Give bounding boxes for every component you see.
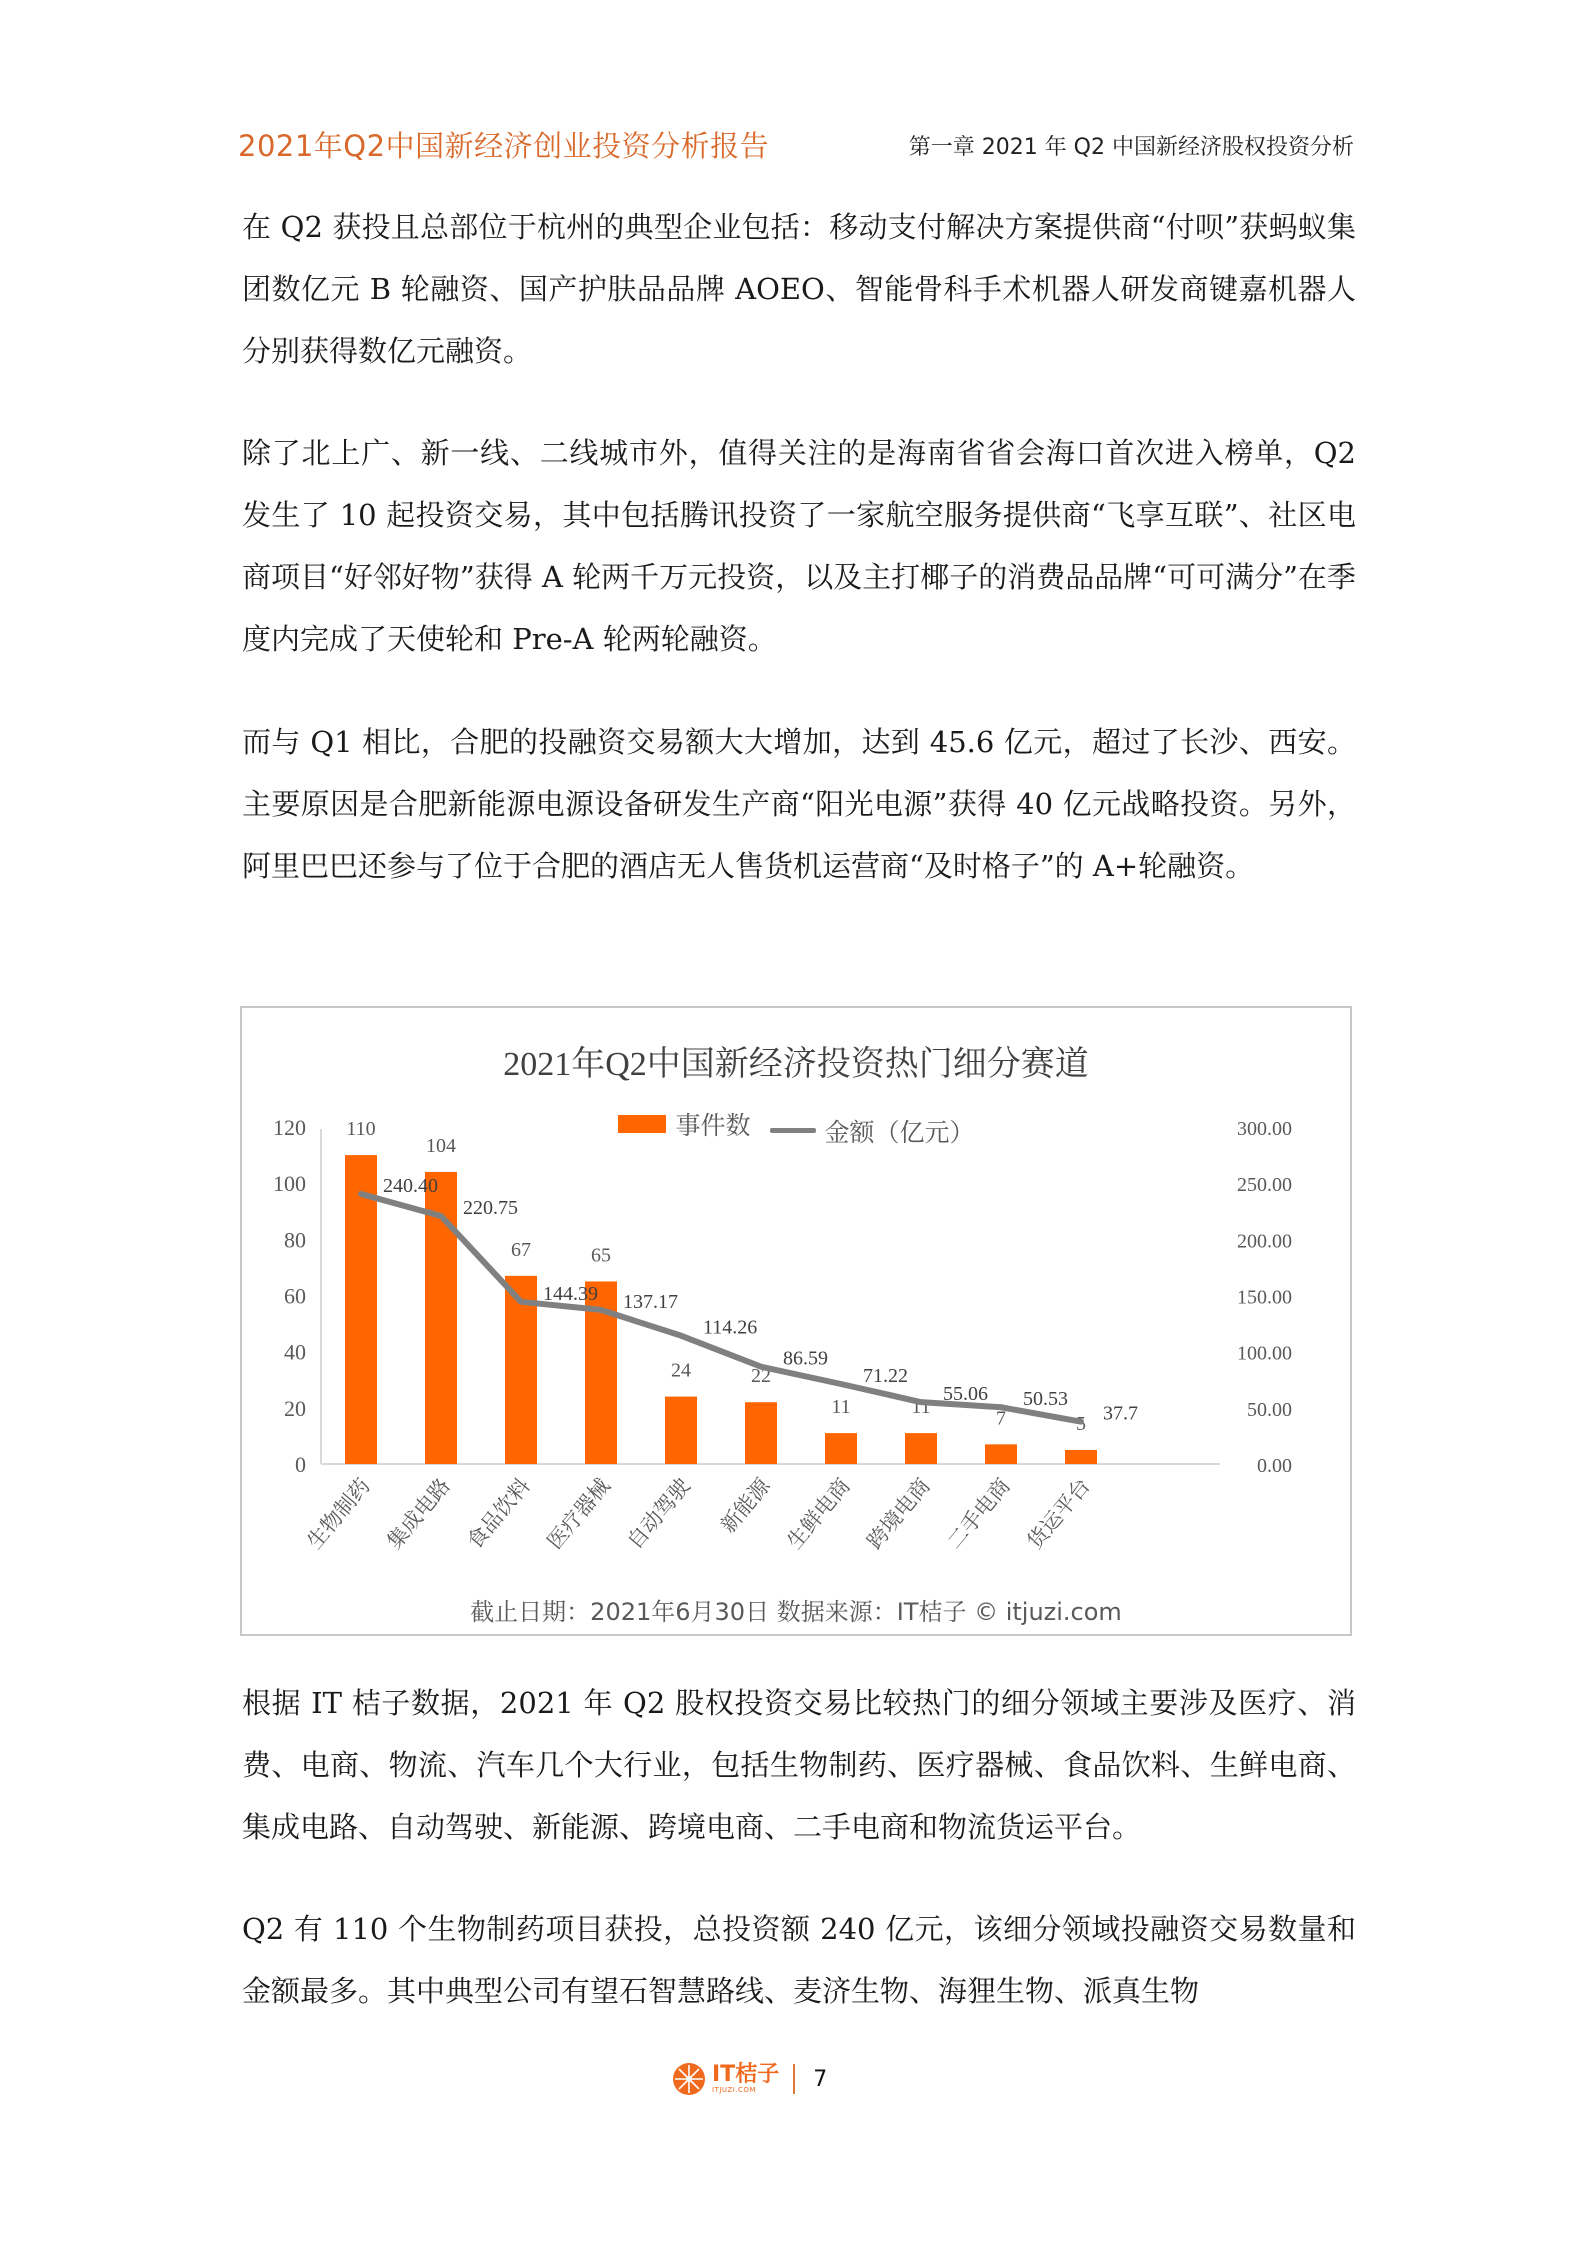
bar-events — [1065, 1450, 1097, 1464]
x-category-label: 生鲜电商 — [782, 1473, 855, 1554]
line-value-label: 86.59 — [783, 1347, 828, 1370]
bar-events — [665, 1397, 697, 1464]
paragraph-hot-sectors: 根据 IT 桔子数据，2021 年 Q2 股权投资交易比较热门的细分领域主要涉及医疗、消费、电商、物流、汽车几个大行业，包括生物制药、医疗器械、食品饮料、生鲜电商、集成电路、自动驾驶、新能源、跨境电商、二手电商和物流货运平台。 — [242, 1686, 1356, 1844]
line-value-label: 71.22 — [863, 1364, 908, 1387]
x-category-label: 集成电路 — [382, 1473, 455, 1554]
bar-value-label: 7 — [996, 1407, 1006, 1430]
chart-source-note: 截止日期：2021年6月30日 数据来源：IT桔子 © itjuzi.com — [470, 1598, 1122, 1626]
chart-hot-sectors — [240, 1006, 1352, 1636]
x-category-label: 新能源 — [715, 1473, 775, 1538]
footer-divider — [793, 2064, 795, 2094]
right-axis-tick: 200.00 — [1237, 1230, 1292, 1253]
x-category-label: 二手电商 — [942, 1473, 1015, 1554]
left-axis-tick: 0 — [295, 1452, 306, 1477]
bar-value-label: 67 — [511, 1238, 531, 1261]
bar-value-label: 22 — [751, 1365, 771, 1388]
right-axis-tick: 150.00 — [1237, 1286, 1292, 1309]
bar-value-label: 11 — [911, 1396, 931, 1419]
left-axis-tick: 20 — [284, 1395, 306, 1421]
report-title: 2021年Q2中国新经济创业投资分析报告 — [238, 129, 770, 163]
left-axis-tick: 100 — [273, 1171, 306, 1197]
right-axis-tick: 300.00 — [1237, 1118, 1292, 1140]
right-axis-tick: 100.00 — [1237, 1342, 1292, 1365]
x-category-label: 货运平台 — [1022, 1473, 1095, 1554]
left-axis-tick: 80 — [284, 1227, 306, 1253]
left-axis-tick: 60 — [284, 1283, 306, 1309]
line-value-label: 50.53 — [1023, 1388, 1068, 1411]
line-value-label: 55.06 — [943, 1383, 988, 1406]
page-number: 7 — [813, 2066, 828, 2092]
line-value-label: 137.17 — [623, 1290, 678, 1313]
bar-events — [825, 1433, 857, 1464]
paragraph-hangzhou: 在 Q2 获投且总部位于杭州的典型企业包括：移动支付解决方案提供商“付呗”获蚂蚁集团数亿元 B 轮融资、国产护肤品品牌 AOEO、智能骨科手术机器人研发商键嘉机器人分别获得数亿元融资。 — [242, 210, 1356, 368]
line-value-label: 114.26 — [703, 1316, 758, 1339]
x-category-label: 跨境电商 — [862, 1473, 935, 1554]
line-value-label: 144.39 — [543, 1282, 598, 1305]
x-category-label: 食品饮料 — [462, 1473, 535, 1554]
page-footer — [672, 2062, 827, 2096]
chart-title: 2021年Q2中国新经济投资热门细分赛道 — [503, 1046, 1089, 1083]
paragraph-hefei: 而与 Q1 相比，合肥的投融资交易额大大增加，达到 45.6 亿元，超过了长沙、西安。主要原因是合肥新能源电源设备研发生产商“阳光电源”获得 40 亿元战略投资。另外，阿里巴巴还参与了位于合肥的酒店无人售货机运营商“及时格子”的 A+轮融资。 — [242, 725, 1356, 883]
orange-logo-icon — [672, 2062, 706, 2096]
bar-value-label: 11 — [831, 1396, 851, 1419]
line-value-label: 37.7 — [1103, 1402, 1138, 1425]
bar-value-label: 104 — [426, 1134, 456, 1157]
line-value-label: 220.75 — [463, 1197, 518, 1220]
bar-value-label: 65 — [591, 1244, 611, 1267]
bar-events — [985, 1444, 1017, 1464]
x-category-label: 生物制药 — [302, 1473, 375, 1554]
paragraph-biopharma: Q2 有 110 个生物制药项目获投，总投资额 240 亿元，该细分领域投融资交易数量和金额最多。其中典型公司有望石智慧路线、麦济生物、海狸生物、派真生物 — [242, 1912, 1356, 2008]
right-axis-tick: 250.00 — [1237, 1174, 1292, 1197]
x-category-label: 自动驾驶 — [622, 1473, 695, 1554]
legend-item-amount: 金额（亿元） — [770, 1113, 974, 1149]
bar-value-label: 5 — [1076, 1412, 1086, 1435]
logo-subtext: ITJUZI.COM — [712, 2086, 756, 2094]
x-category-label: 医疗器械 — [542, 1473, 615, 1554]
left-axis-tick: 120 — [273, 1115, 306, 1140]
logo-text: IT桔子 — [712, 2062, 780, 2087]
chart-plot-area — [242, 1008, 1350, 1634]
line-value-label: 240.40 — [383, 1174, 438, 1197]
right-axis-tick: 0.00 — [1257, 1455, 1292, 1477]
bar-events — [905, 1433, 937, 1464]
bar-events — [345, 1155, 377, 1464]
left-axis-tick: 40 — [284, 1339, 306, 1365]
chapter-title: 第一章 2021 年 Q2 中国新经济股权投资分析 — [908, 135, 1354, 160]
legend-item-events: 事件数 — [618, 1106, 751, 1142]
right-axis-tick: 50.00 — [1247, 1398, 1292, 1421]
paragraph-haikou: 除了北上广、新一线、二线城市外，值得关注的是海南省省会海口首次进入榜单，Q2 发生了 10 起投资交易，其中包括腾讯投资了一家航空服务提供商“飞享互联”、社区电商项目“好邻好物”获得 A 轮两千万元投资，以及主打椰子的消费品品牌“可可满分”在季度内完成了天使轮和 Pre-A 轮两轮融资。 — [242, 436, 1356, 656]
bar-value-label: 24 — [671, 1359, 691, 1382]
bar-value-label: 110 — [346, 1118, 376, 1141]
bar-events — [745, 1402, 777, 1464]
